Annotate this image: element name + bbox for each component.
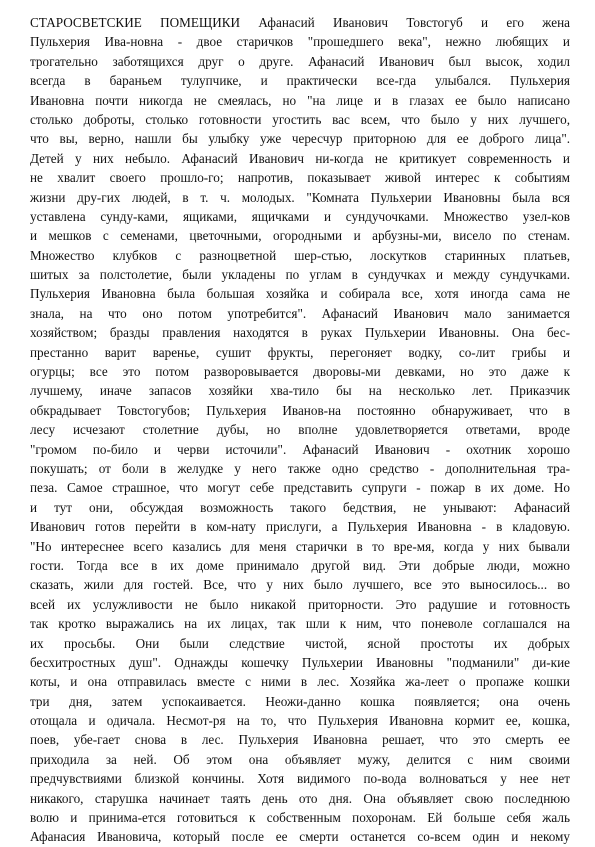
text-line: Пульхерия Ива-новна - двое старичков "прошедшего века", нежно любящих и [30, 34, 570, 50]
text-line: пеза. Самое страшное, что могут себе представить супруги - пожар в их доме. Но [30, 480, 570, 496]
text-line: поев, убе-гает снова в лес. Пульхерия Ивановна решает, что это смерть ее [30, 732, 570, 748]
text-line: бесхитростных душ". Однажды кошечку Пульхерии Ивановны "подманили" ди-кие [30, 654, 570, 670]
text-line: коты, и она отправилась вместе с ними в лес. Хозяйка жа-леет о пропаже кошки [30, 674, 570, 690]
text-line: Афанасия Ивановича, который после ее смерти останется со-всем один и некому [30, 829, 570, 845]
text-line: сказать, жили для гостей. Все, что у них было лучшего, все это выносилось... во [30, 577, 570, 593]
text-line: отощала и одичала. Несмот-ря на то, что Пульхерия Ивановна кормит ее, кошка, [30, 713, 570, 729]
text-line: знала, на что оно потом употребится". Афанасий Иванович мало занимается [30, 305, 570, 321]
text-line: и тут они, обсуждая возможность такого бедствия, не унывают: Афанасий [30, 499, 570, 515]
text-line: всей их услужливости не было никакой приторности. Это радушие и готовность [30, 596, 570, 612]
text-line: Ивановна почти никогда не смеялась, но "на лице и в глазах ее было написано [30, 92, 570, 108]
text-line: шитых за полстолетие, были укладены по углам в сундучках и между сундучками. [30, 267, 570, 283]
text-line: Детей у них небыло. Афанасий Иванович ни-когда не критикует современность и [30, 150, 570, 166]
text-line: лесу исчезают столетние дубы, но вполне удовлетворяется ответами, вроде [30, 422, 570, 438]
text-line: лучшему, иначе запасов хозяйки хва-тило бы на несколько лет. Приказчик [30, 383, 570, 399]
text-line: их просьбы. Они были следствие чистой, ясной простоты их добрых [30, 635, 570, 651]
text-line: Множество клубков с разноцветной шер-стью, лоскутков старинных платьев, [30, 247, 570, 263]
text-line: предчувствиями близкой кончины. Хотя видимого по-вода волноваться у нее нет [30, 771, 570, 787]
text-line: столько доброты, столько готовности угостить вас всем, что было у них лучшего, [30, 111, 570, 127]
text-line: хозяйством; бразды правления находятся в руках Пульхерии Ивановны. Она бес- [30, 325, 570, 341]
text-line: покушать; от боли в желудке у него также одно средство - дополнительная тра- [30, 460, 570, 476]
text-line: огурцы; все это потом разворовывается дворовы-ми девками, но это даже к [30, 364, 570, 380]
text-line: приходила за ней. Об этом она объявляет мужу, делится с ним своими [30, 751, 570, 767]
text-line: гости. Тогда все в их доме принимало другой вид. Эти добрые люди, можно [30, 557, 570, 573]
text-line: волю и принима-ется готовиться к собственным похоронам. Ей больше себя жаль [30, 810, 570, 826]
text-line: Иванович готов перейти в ком-нату прислуги, а Пульхерия Ивановна - в кладовую. [30, 519, 570, 535]
text-line: СТАРОСВЕТСКИЕ ПОМЕЩИКИ Афанасий Иванович Товстогуб и его жена [30, 15, 570, 30]
text-line: жизни дру-гих людей, в т. ч. молодых. "Комната Пульхерии Ивановны была вся [30, 189, 570, 205]
text-line: престанно варит варенье, сушит фрукты, перегоняет водку, со-лит грибы и [30, 344, 570, 360]
text-line: не хвалит своего прошло-го; напротив, показывает живой интерес к событиям [30, 170, 570, 186]
text-line: обкрадывает Товстогубов; Пульхерия Иванов-на постоянно обнаруживает, что в [30, 402, 570, 418]
text-line: так кротко выражались на их лицах, так шли к ним, что поневоле соглашался на [30, 616, 570, 632]
text-line: "громом по-било и черви источили". Афанасий Иванович - охотник хорошо [30, 441, 570, 457]
text-line: и мешков с семенами, цветочными, огородными и арбузны-ми, висело по стенам. [30, 228, 570, 244]
text-line: что вы, верно, нашли бы улыбку уже чересчур приторною для ее доброго лица". [30, 131, 570, 147]
body-text [30, 13, 570, 847]
text-line: Пульхерия Ивановна была большая хозяйка и собирала все, хотя иногда сама не [30, 286, 570, 302]
text-line: никакого, старушка начинает таять день ото дня. Она объявляет свою последнюю [30, 790, 570, 806]
text-line: трогательно заботящихся друг о друге. Афанасий Иванович был высок, ходил [30, 53, 570, 69]
text-line: всегда в бараньем тулупчике, и практически все-гда улыбался. Пульхерия [30, 73, 570, 89]
text-line: уставлена сунду-ками, ящиками, ящичками и сундучочками. Множество узел-ков [30, 208, 570, 224]
text-line: "Но интереснее всего казались для меня старички в то вре-мя, когда у них бывали [30, 538, 570, 554]
text-line: три дня, затем успокаивается. Неожи-данно кошка появляется; она очень [30, 693, 570, 709]
